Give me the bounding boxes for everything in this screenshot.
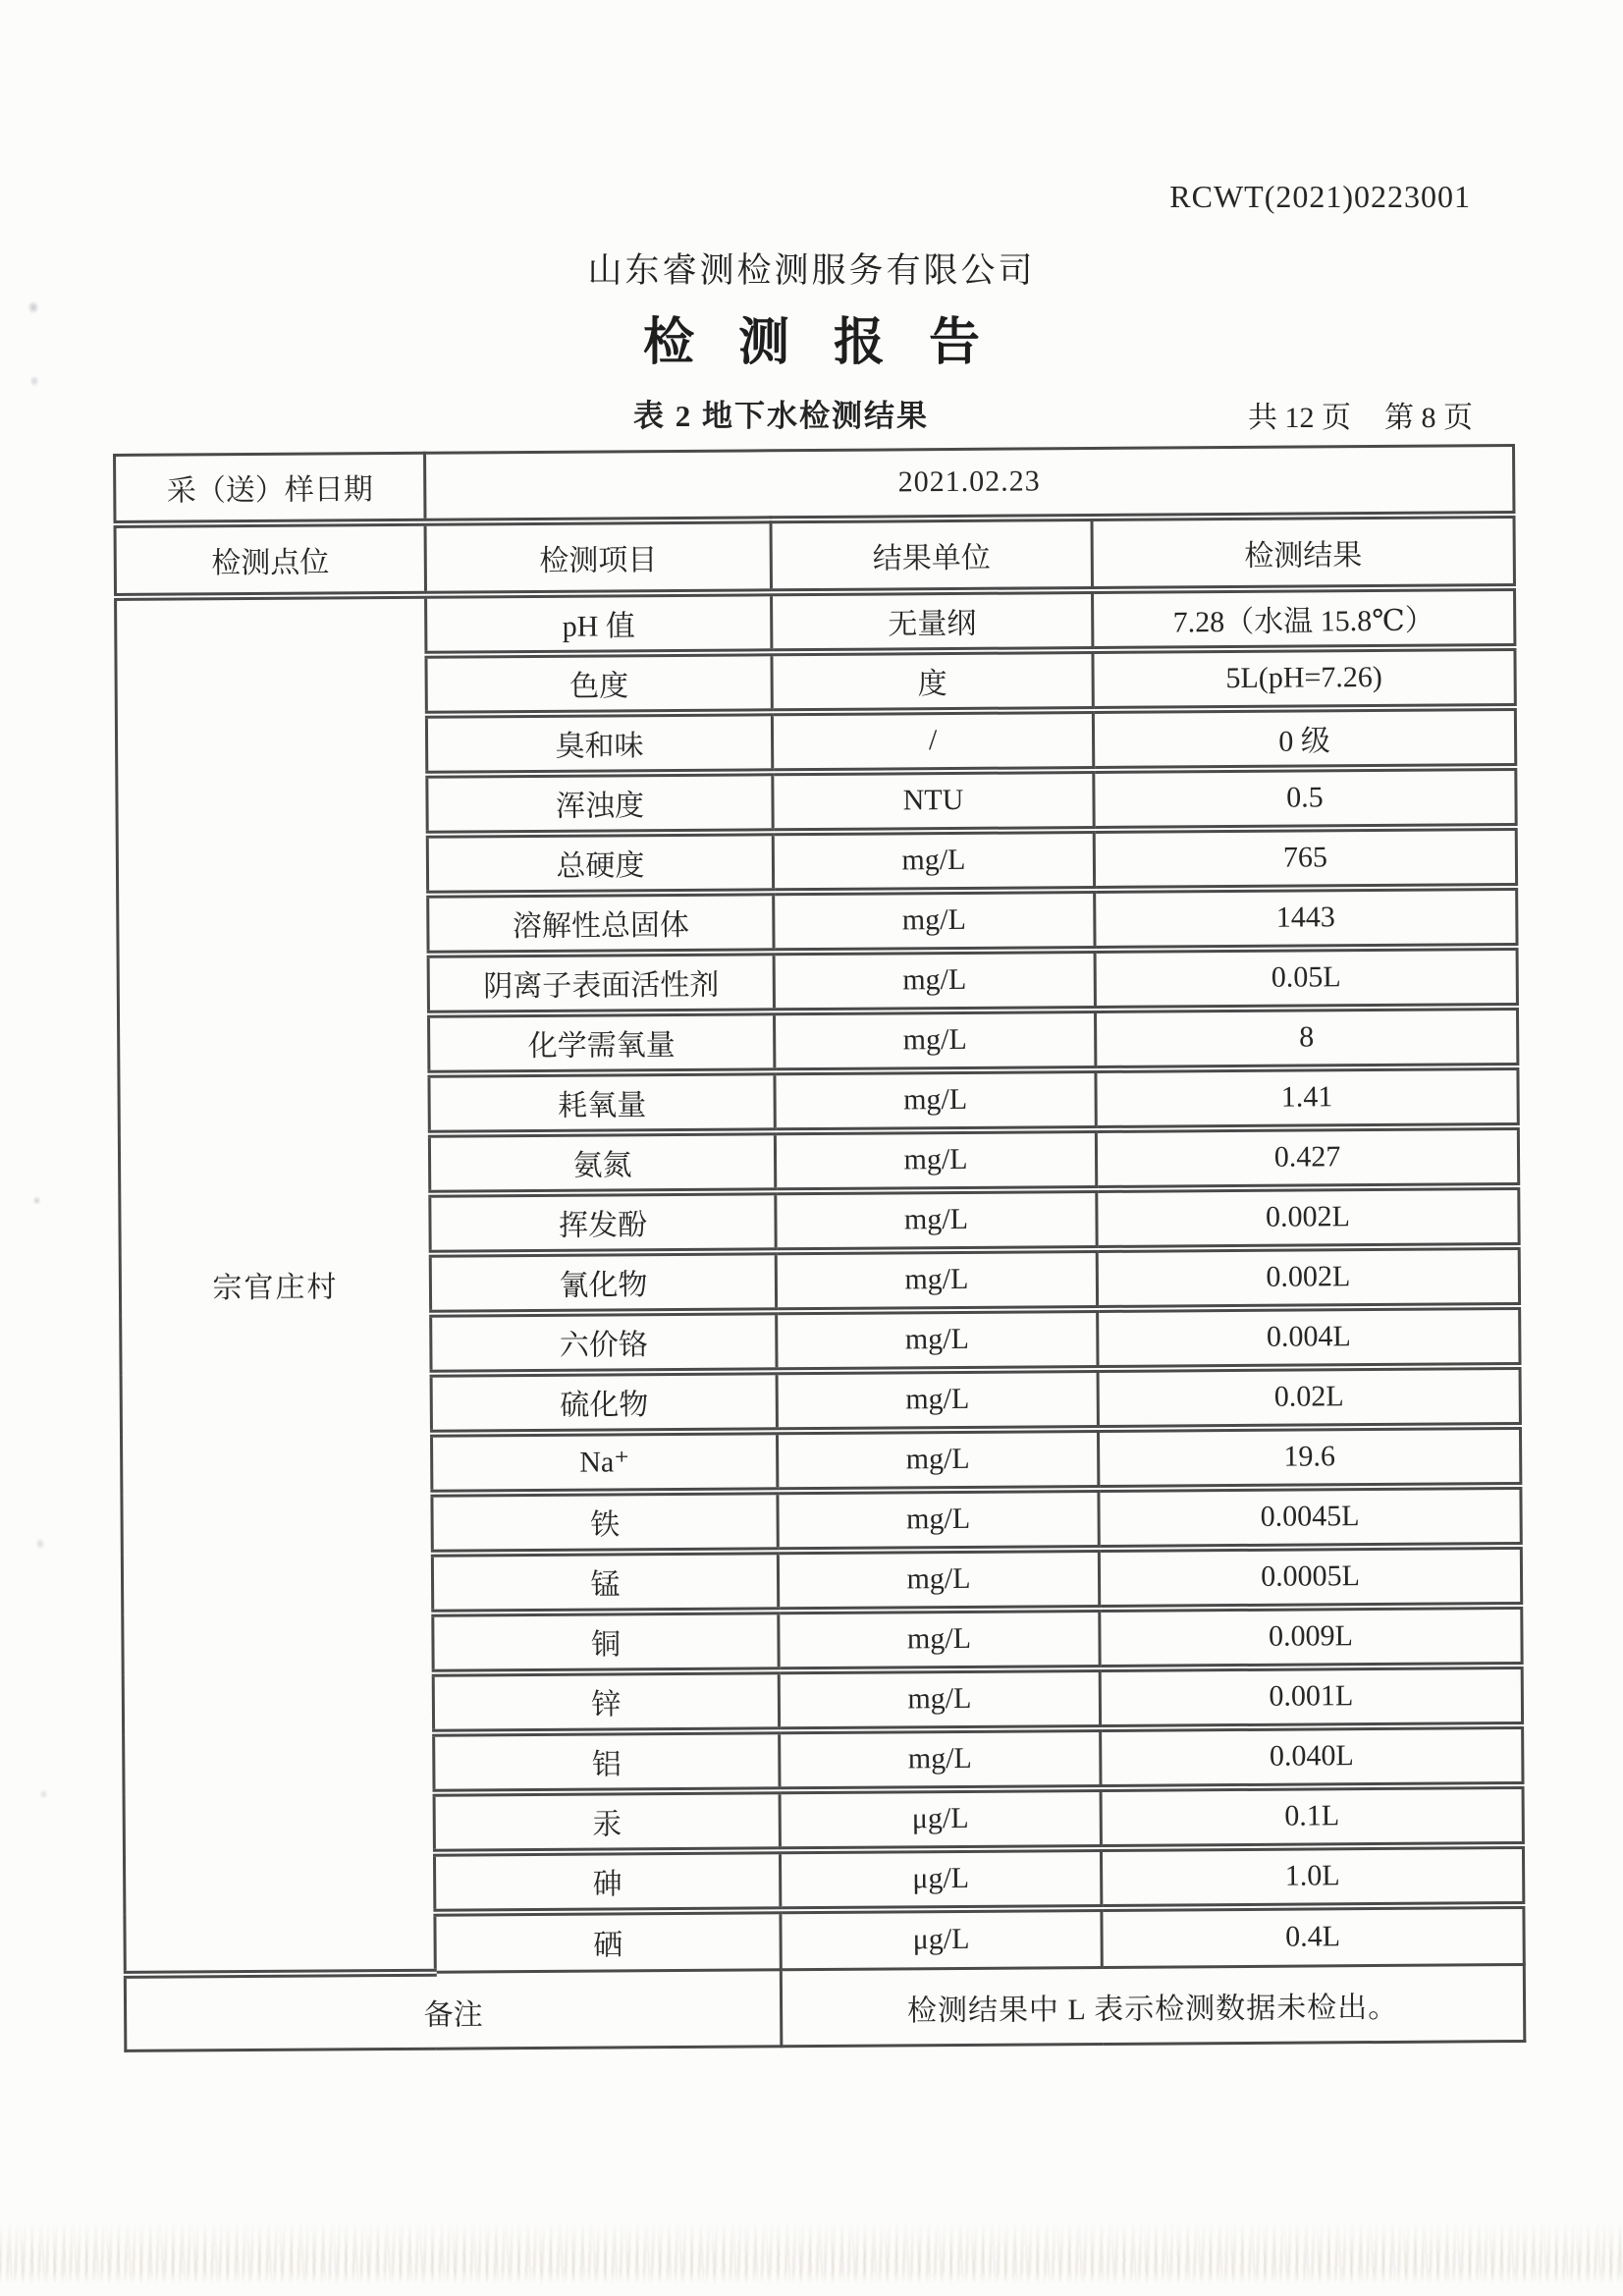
unit-cell: mg/L (773, 830, 1094, 892)
item-cell: 铁 (432, 1491, 778, 1553)
scan-artifact-speck (32, 1196, 41, 1205)
result-cell: 5L(pH=7.26) (1093, 647, 1515, 710)
result-cell: 0 级 (1093, 707, 1515, 770)
results-table (113, 444, 1526, 2052)
result-cell: 0.001L (1100, 1665, 1522, 1727)
item-cell: 铜 (433, 1611, 779, 1672)
unit-cell: mg/L (778, 1488, 1099, 1550)
item-cell: 氰化物 (430, 1251, 776, 1313)
result-cell: 0.002L (1097, 1185, 1519, 1248)
unit-cell: NTU (773, 770, 1094, 832)
remark-text-cell: 检测结果中 L 表示检测数据未检出。 (781, 1964, 1525, 2046)
result-cell: 0.009L (1100, 1605, 1522, 1667)
item-cell: pH 值 (426, 592, 772, 654)
header-cell-result: 检测结果 (1092, 515, 1515, 590)
item-cell: 色度 (426, 652, 772, 714)
result-cell: 1.41 (1096, 1066, 1518, 1128)
unit-cell: mg/L (777, 1368, 1098, 1430)
item-cell: 锰 (432, 1551, 778, 1613)
unit-cell: 度 (772, 650, 1093, 712)
company-name: 山东睿测检测服务有限公司 (587, 251, 1036, 290)
scan-artifact-speck (27, 301, 39, 314)
item-cell: Na⁺ (431, 1431, 777, 1493)
scan-artifact-speck (29, 375, 39, 387)
item-cell: 耗氧量 (429, 1071, 775, 1133)
table-caption-row (113, 391, 1512, 436)
report-number: RCWT(2021)0223001 (1169, 179, 1471, 214)
sample-date-value-cell: 2021.02.23 (425, 446, 1514, 522)
page-current: 第 8 页 (1384, 402, 1473, 434)
result-cell: 0.5 (1094, 767, 1516, 830)
unit-cell: mg/L (774, 890, 1095, 952)
result-cell: 0.427 (1096, 1125, 1518, 1188)
paper-edge-noise (0, 2221, 1623, 2284)
result-cell: 0.0045L (1099, 1485, 1521, 1548)
remark-label-cell: 备注 (125, 1970, 782, 2051)
unit-cell: mg/L (775, 1069, 1096, 1131)
unit-cell: 无量纲 (772, 590, 1093, 652)
item-cell: 铝 (434, 1730, 780, 1792)
item-cell: 氨氮 (429, 1131, 775, 1193)
item-cell: 硒 (435, 1910, 781, 1972)
result-cell: 19.6 (1098, 1425, 1520, 1488)
result-cell: 0.4L (1102, 1904, 1524, 1967)
result-cell: 7.28（水温 15.8℃） (1093, 587, 1515, 650)
item-cell: 浑浊度 (427, 772, 773, 834)
results-table-wrapper (113, 444, 1523, 2052)
item-cell: 硫化物 (431, 1371, 777, 1433)
unit-cell: mg/L (776, 1248, 1097, 1310)
item-cell: 总硬度 (427, 832, 773, 894)
item-cell: 砷 (434, 1850, 780, 1912)
result-cell: 0.040L (1101, 1724, 1523, 1787)
result-cell: 0.1L (1101, 1784, 1523, 1847)
header-cell-unit: 结果单位 (771, 518, 1093, 592)
result-cell: 0.0005L (1099, 1545, 1521, 1608)
location-cell: 宗官庄村 (116, 594, 436, 1974)
unit-cell: mg/L (774, 1010, 1095, 1071)
page-total: 共 12 页 (1248, 402, 1351, 434)
page-info (1248, 393, 1473, 436)
unit-cell: mg/L (774, 950, 1095, 1011)
unit-cell: mg/L (778, 1548, 1099, 1610)
sample-date-row (115, 446, 1514, 524)
result-cell: 8 (1095, 1007, 1517, 1069)
item-cell: 锌 (433, 1670, 779, 1732)
item-cell: 化学需氧量 (429, 1011, 775, 1073)
unit-cell: μg/L (780, 1847, 1101, 1909)
report-title: 检 测 报 告 (642, 315, 996, 371)
unit-cell: mg/L (780, 1727, 1101, 1789)
item-cell: 六价铬 (431, 1311, 777, 1373)
item-cell: 阴离子表面活性剂 (428, 952, 774, 1013)
item-cell: 挥发酚 (430, 1191, 776, 1253)
scan-artifact-speck (35, 1538, 45, 1550)
result-cell: 1.0L (1101, 1844, 1523, 1907)
item-cell: 溶解性总固体 (428, 892, 774, 954)
scan-artifact-speck (39, 1789, 48, 1799)
unit-cell: mg/L (777, 1308, 1098, 1370)
unit-cell: μg/L (780, 1787, 1101, 1849)
result-cell: 0.004L (1098, 1305, 1520, 1368)
result-cell: 0.05L (1095, 947, 1517, 1010)
result-cell: 765 (1094, 827, 1516, 890)
unit-cell: mg/L (775, 1129, 1096, 1191)
result-cell: 0.002L (1097, 1245, 1519, 1308)
table-caption: 表 2 地下水检测结果 (633, 399, 929, 433)
item-cell: 臭和味 (426, 712, 772, 774)
unit-cell: mg/L (776, 1188, 1097, 1250)
unit-cell: mg/L (779, 1667, 1100, 1729)
unit-cell: μg/L (781, 1907, 1102, 1969)
analyte-row (116, 587, 1515, 657)
unit-cell: / (772, 710, 1093, 772)
unit-cell: mg/L (779, 1608, 1100, 1669)
result-cell: 1443 (1095, 887, 1517, 950)
unit-cell: mg/L (777, 1428, 1098, 1490)
remark-row (125, 1964, 1525, 2050)
header-cell-location: 检测点位 (115, 521, 426, 596)
header-cell-item: 检测项目 (425, 519, 772, 594)
column-header-row (115, 515, 1514, 597)
sample-date-label-cell: 采（送）样日期 (115, 453, 425, 523)
result-cell: 0.02L (1098, 1365, 1520, 1428)
item-cell: 汞 (434, 1790, 780, 1852)
